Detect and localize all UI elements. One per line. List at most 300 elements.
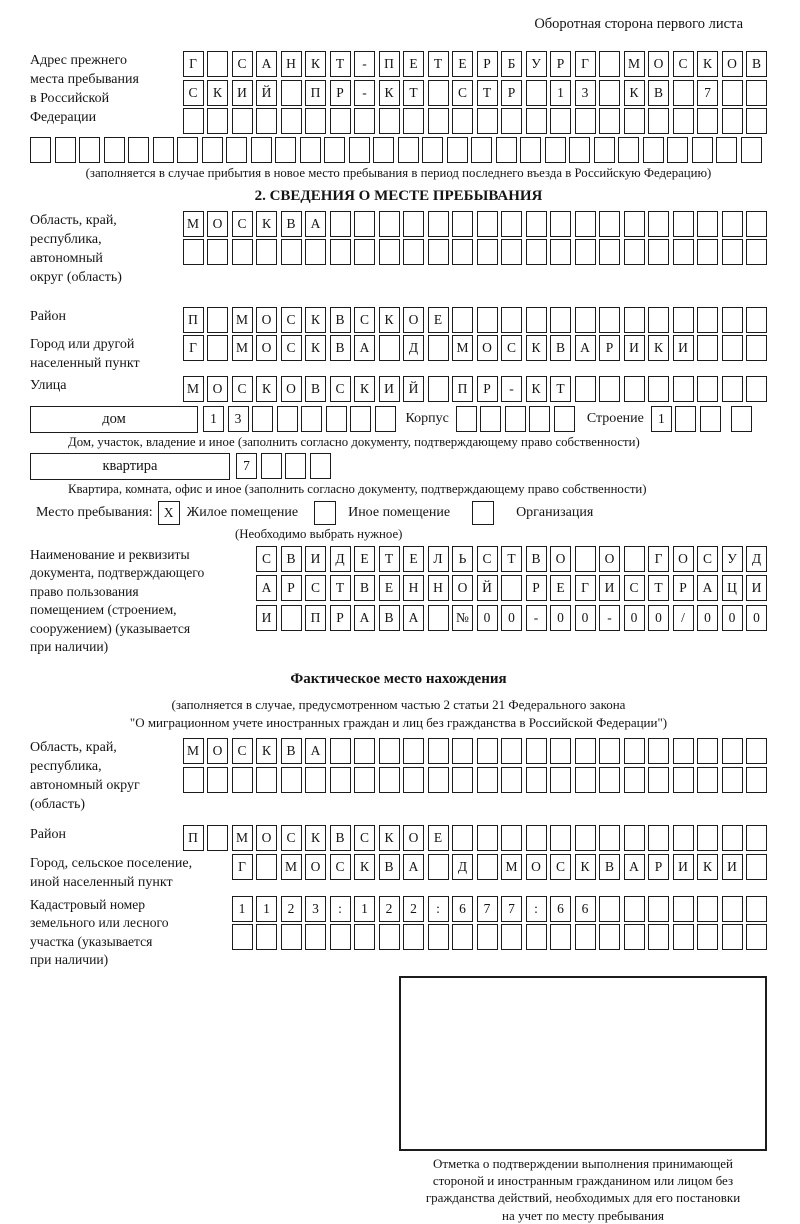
char-box[interactable] — [575, 924, 596, 950]
char-box[interactable]: О — [256, 335, 277, 361]
char-box[interactable]: Г — [183, 51, 204, 77]
char-box[interactable] — [746, 80, 767, 106]
char-box[interactable] — [624, 239, 645, 265]
char-box[interactable] — [722, 307, 743, 333]
char-box[interactable]: С — [232, 376, 253, 402]
char-box[interactable]: : — [526, 896, 547, 922]
char-box[interactable] — [501, 211, 522, 237]
char-box[interactable] — [496, 137, 517, 163]
char-box[interactable]: 7 — [501, 896, 522, 922]
char-box[interactable] — [697, 924, 718, 950]
char-box[interactable]: А — [305, 211, 326, 237]
char-box[interactable] — [428, 80, 449, 106]
char-box[interactable]: 0 — [697, 605, 718, 631]
char-box[interactable]: И — [379, 376, 400, 402]
char-box[interactable] — [722, 80, 743, 106]
char-box[interactable] — [428, 376, 449, 402]
char-box[interactable]: У — [526, 51, 547, 77]
char-box[interactable]: П — [183, 307, 204, 333]
char-box[interactable] — [452, 825, 473, 851]
char-box[interactable] — [232, 767, 253, 793]
char-box[interactable] — [477, 767, 498, 793]
char-box[interactable]: В — [379, 605, 400, 631]
char-box[interactable] — [261, 453, 282, 479]
char-box[interactable]: Р — [477, 376, 498, 402]
char-box[interactable] — [746, 854, 767, 880]
char-box[interactable] — [447, 137, 468, 163]
char-box[interactable] — [403, 239, 424, 265]
char-box[interactable] — [569, 137, 590, 163]
char-box[interactable] — [575, 108, 596, 134]
char-box[interactable]: 0 — [648, 605, 669, 631]
char-box[interactable]: М — [452, 335, 473, 361]
char-box[interactable] — [648, 825, 669, 851]
char-box[interactable] — [599, 376, 620, 402]
char-box[interactable]: И — [256, 605, 277, 631]
char-box[interactable] — [648, 924, 669, 950]
char-box[interactable]: О — [207, 376, 228, 402]
char-box[interactable] — [375, 406, 396, 432]
char-box[interactable]: 1 — [256, 896, 277, 922]
char-box[interactable]: О — [648, 51, 669, 77]
char-box[interactable]: С — [256, 546, 277, 572]
char-box[interactable] — [550, 307, 571, 333]
char-box[interactable] — [428, 924, 449, 950]
char-box[interactable]: 1 — [550, 80, 571, 106]
char-box[interactable] — [501, 307, 522, 333]
char-box[interactable]: А — [403, 605, 424, 631]
char-box[interactable]: С — [232, 51, 253, 77]
char-box[interactable]: Т — [477, 80, 498, 106]
char-box[interactable]: М — [232, 825, 253, 851]
char-box[interactable] — [675, 406, 696, 432]
char-box[interactable] — [550, 738, 571, 764]
char-box[interactable]: А — [256, 575, 277, 601]
char-box[interactable] — [746, 896, 767, 922]
char-box[interactable] — [501, 239, 522, 265]
char-box[interactable] — [550, 211, 571, 237]
char-box[interactable]: В — [599, 854, 620, 880]
char-box[interactable]: Е — [379, 575, 400, 601]
char-box[interactable]: О — [722, 51, 743, 77]
char-box[interactable] — [697, 211, 718, 237]
char-box[interactable] — [599, 767, 620, 793]
char-box[interactable]: П — [183, 825, 204, 851]
char-box[interactable] — [452, 738, 473, 764]
char-box[interactable] — [697, 767, 718, 793]
char-box[interactable] — [428, 854, 449, 880]
char-box[interactable] — [667, 137, 688, 163]
char-box[interactable]: У — [722, 546, 743, 572]
char-box[interactable] — [379, 239, 400, 265]
char-box[interactable] — [477, 108, 498, 134]
char-box[interactable]: М — [183, 738, 204, 764]
char-box[interactable]: В — [746, 51, 767, 77]
char-box[interactable]: К — [624, 80, 645, 106]
char-box[interactable] — [722, 211, 743, 237]
char-box[interactable] — [501, 767, 522, 793]
char-box[interactable]: М — [232, 335, 253, 361]
char-box[interactable] — [281, 239, 302, 265]
char-box[interactable] — [643, 137, 664, 163]
char-box[interactable]: Р — [673, 575, 694, 601]
char-box[interactable]: П — [379, 51, 400, 77]
char-box[interactable]: А — [575, 335, 596, 361]
char-box[interactable] — [232, 108, 253, 134]
char-box[interactable] — [305, 108, 326, 134]
char-box[interactable]: М — [281, 854, 302, 880]
char-box[interactable] — [104, 137, 125, 163]
char-box[interactable] — [281, 924, 302, 950]
char-box[interactable] — [545, 137, 566, 163]
char-box[interactable]: О — [599, 546, 620, 572]
char-box[interactable]: С — [330, 854, 351, 880]
char-box[interactable] — [624, 108, 645, 134]
checkbox-residential[interactable]: X — [158, 501, 180, 525]
char-box[interactable]: Р — [281, 575, 302, 601]
char-box[interactable] — [428, 211, 449, 237]
char-box[interactable]: Е — [550, 575, 571, 601]
char-box[interactable] — [379, 211, 400, 237]
char-box[interactable] — [673, 825, 694, 851]
char-box[interactable] — [207, 825, 228, 851]
char-box[interactable]: 6 — [452, 896, 473, 922]
char-box[interactable]: А — [354, 335, 375, 361]
char-box[interactable]: К — [379, 80, 400, 106]
char-box[interactable] — [697, 738, 718, 764]
char-box[interactable] — [305, 239, 326, 265]
char-box[interactable]: О — [526, 854, 547, 880]
char-box[interactable] — [575, 211, 596, 237]
char-box[interactable] — [354, 108, 375, 134]
char-box[interactable]: Р — [599, 335, 620, 361]
char-box[interactable] — [452, 767, 473, 793]
char-box[interactable] — [746, 924, 767, 950]
char-box[interactable] — [207, 239, 228, 265]
char-box[interactable]: В — [330, 335, 351, 361]
char-box[interactable] — [697, 307, 718, 333]
char-box[interactable] — [480, 406, 501, 432]
char-box[interactable]: В — [526, 546, 547, 572]
char-box[interactable] — [716, 137, 737, 163]
char-box[interactable]: 3 — [228, 406, 249, 432]
char-box[interactable] — [177, 137, 198, 163]
char-box[interactable]: Н — [281, 51, 302, 77]
char-box[interactable] — [330, 738, 351, 764]
char-box[interactable] — [330, 211, 351, 237]
char-box[interactable] — [599, 825, 620, 851]
char-box[interactable] — [673, 738, 694, 764]
char-box[interactable]: О — [305, 854, 326, 880]
char-box[interactable] — [550, 239, 571, 265]
char-box[interactable]: О — [403, 307, 424, 333]
char-box[interactable] — [673, 767, 694, 793]
char-box[interactable] — [673, 924, 694, 950]
char-box[interactable] — [550, 924, 571, 950]
char-box[interactable] — [379, 738, 400, 764]
char-box[interactable] — [232, 239, 253, 265]
char-box[interactable] — [746, 767, 767, 793]
char-box[interactable]: С — [232, 738, 253, 764]
char-box[interactable] — [526, 239, 547, 265]
char-box[interactable] — [722, 924, 743, 950]
char-box[interactable] — [330, 108, 351, 134]
char-box[interactable] — [326, 406, 347, 432]
char-box[interactable] — [746, 307, 767, 333]
char-box[interactable]: Й — [477, 575, 498, 601]
char-box[interactable]: Т — [379, 546, 400, 572]
char-box[interactable]: К — [379, 825, 400, 851]
char-box[interactable] — [256, 239, 277, 265]
char-box[interactable] — [648, 239, 669, 265]
char-box[interactable]: В — [305, 376, 326, 402]
char-box[interactable] — [403, 767, 424, 793]
char-box[interactable]: : — [428, 896, 449, 922]
char-box[interactable]: 0 — [722, 605, 743, 631]
char-box[interactable] — [599, 211, 620, 237]
char-box[interactable]: С — [697, 546, 718, 572]
char-box[interactable] — [594, 137, 615, 163]
char-box[interactable] — [746, 211, 767, 237]
char-box[interactable]: Й — [403, 376, 424, 402]
char-box[interactable]: Т — [330, 51, 351, 77]
char-box[interactable]: 3 — [305, 896, 326, 922]
char-box[interactable] — [403, 211, 424, 237]
char-box[interactable] — [183, 767, 204, 793]
char-box[interactable] — [722, 239, 743, 265]
char-box[interactable] — [722, 108, 743, 134]
char-box[interactable]: О — [673, 546, 694, 572]
char-box[interactable] — [526, 307, 547, 333]
char-box[interactable] — [624, 738, 645, 764]
char-box[interactable] — [648, 767, 669, 793]
char-box[interactable] — [349, 137, 370, 163]
char-box[interactable] — [281, 605, 302, 631]
char-box[interactable] — [477, 307, 498, 333]
char-box[interactable] — [428, 108, 449, 134]
char-box[interactable] — [648, 307, 669, 333]
char-box[interactable]: 6 — [575, 896, 596, 922]
char-box[interactable] — [207, 51, 228, 77]
char-box[interactable] — [403, 108, 424, 134]
char-box[interactable] — [350, 406, 371, 432]
char-box[interactable] — [452, 239, 473, 265]
char-box[interactable]: А — [256, 51, 277, 77]
char-box[interactable] — [575, 767, 596, 793]
char-box[interactable] — [207, 307, 228, 333]
char-box[interactable] — [403, 924, 424, 950]
char-box[interactable] — [722, 825, 743, 851]
char-box[interactable]: О — [256, 825, 277, 851]
char-box[interactable]: О — [256, 307, 277, 333]
char-box[interactable] — [477, 239, 498, 265]
char-box[interactable]: С — [501, 335, 522, 361]
char-box[interactable] — [746, 108, 767, 134]
char-box[interactable] — [354, 239, 375, 265]
char-box[interactable] — [477, 825, 498, 851]
char-box[interactable]: Р — [526, 575, 547, 601]
char-box[interactable] — [624, 546, 645, 572]
char-box[interactable]: Н — [428, 575, 449, 601]
char-box[interactable] — [477, 738, 498, 764]
char-box[interactable] — [305, 924, 326, 950]
char-box[interactable]: Р — [501, 80, 522, 106]
char-box[interactable] — [599, 80, 620, 106]
char-box[interactable] — [301, 406, 322, 432]
char-box[interactable] — [477, 854, 498, 880]
char-box[interactable] — [700, 406, 721, 432]
char-box[interactable]: К — [354, 376, 375, 402]
char-box[interactable] — [673, 896, 694, 922]
char-box[interactable] — [452, 108, 473, 134]
char-box[interactable] — [624, 211, 645, 237]
char-box[interactable] — [477, 924, 498, 950]
char-box[interactable]: Е — [403, 51, 424, 77]
char-box[interactable] — [256, 854, 277, 880]
char-box[interactable] — [648, 376, 669, 402]
char-box[interactable]: 6 — [550, 896, 571, 922]
char-box[interactable] — [251, 137, 272, 163]
char-box[interactable]: А — [305, 738, 326, 764]
char-box[interactable] — [330, 239, 351, 265]
char-box[interactable]: С — [281, 825, 302, 851]
char-box[interactable] — [501, 825, 522, 851]
char-box[interactable]: Д — [403, 335, 424, 361]
char-box[interactable] — [55, 137, 76, 163]
char-box[interactable] — [673, 211, 694, 237]
char-box[interactable] — [722, 767, 743, 793]
char-box[interactable] — [452, 307, 473, 333]
char-box[interactable]: В — [648, 80, 669, 106]
char-box[interactable]: Т — [648, 575, 669, 601]
char-box[interactable] — [550, 825, 571, 851]
char-box[interactable] — [471, 137, 492, 163]
char-box[interactable]: С — [183, 80, 204, 106]
char-box[interactable]: - — [599, 605, 620, 631]
char-box[interactable]: В — [550, 335, 571, 361]
char-box[interactable]: Р — [330, 605, 351, 631]
char-box[interactable] — [379, 924, 400, 950]
checkbox-other-premises[interactable] — [314, 501, 336, 525]
char-box[interactable] — [128, 137, 149, 163]
char-box[interactable] — [550, 767, 571, 793]
char-box[interactable] — [722, 335, 743, 361]
char-box[interactable] — [354, 924, 375, 950]
char-box[interactable] — [648, 211, 669, 237]
char-box[interactable] — [281, 767, 302, 793]
char-box[interactable] — [300, 137, 321, 163]
char-box[interactable] — [722, 896, 743, 922]
char-box[interactable]: К — [648, 335, 669, 361]
char-box[interactable]: С — [281, 307, 302, 333]
char-box[interactable] — [697, 896, 718, 922]
char-box[interactable]: 7 — [697, 80, 718, 106]
char-box[interactable] — [746, 239, 767, 265]
char-box[interactable] — [722, 738, 743, 764]
char-box[interactable]: К — [697, 51, 718, 77]
char-box[interactable] — [624, 825, 645, 851]
char-box[interactable]: Т — [428, 51, 449, 77]
char-box[interactable]: Д — [330, 546, 351, 572]
char-box[interactable] — [599, 51, 620, 77]
char-box[interactable] — [428, 335, 449, 361]
char-box[interactable] — [741, 137, 762, 163]
char-box[interactable] — [599, 738, 620, 764]
char-box[interactable] — [79, 137, 100, 163]
char-box[interactable]: В — [379, 854, 400, 880]
char-box[interactable] — [624, 767, 645, 793]
char-box[interactable]: А — [697, 575, 718, 601]
char-box[interactable] — [232, 924, 253, 950]
char-box[interactable]: О — [452, 575, 473, 601]
char-box[interactable]: 3 — [575, 80, 596, 106]
char-box[interactable] — [599, 307, 620, 333]
char-box[interactable]: Р — [550, 51, 571, 77]
char-box[interactable]: Е — [428, 825, 449, 851]
checkbox-organization[interactable] — [472, 501, 494, 525]
char-box[interactable] — [526, 738, 547, 764]
char-box[interactable] — [697, 376, 718, 402]
char-box[interactable]: И — [599, 575, 620, 601]
char-box[interactable]: В — [330, 825, 351, 851]
char-box[interactable] — [379, 335, 400, 361]
char-box[interactable] — [477, 211, 498, 237]
char-box[interactable]: Г — [575, 575, 596, 601]
char-box[interactable]: С — [232, 211, 253, 237]
char-box[interactable] — [207, 767, 228, 793]
char-box[interactable] — [575, 239, 596, 265]
char-box[interactable]: С — [354, 307, 375, 333]
char-box[interactable] — [226, 137, 247, 163]
char-box[interactable] — [252, 406, 273, 432]
char-box[interactable] — [398, 137, 419, 163]
char-box[interactable]: О — [477, 335, 498, 361]
char-box[interactable]: Е — [428, 307, 449, 333]
char-box[interactable]: К — [526, 335, 547, 361]
char-box[interactable] — [575, 307, 596, 333]
char-box[interactable]: И — [746, 575, 767, 601]
char-box[interactable] — [520, 137, 541, 163]
char-box[interactable]: В — [281, 546, 302, 572]
char-box[interactable] — [529, 406, 550, 432]
char-box[interactable]: Е — [452, 51, 473, 77]
char-box[interactable]: К — [354, 854, 375, 880]
char-box[interactable] — [692, 137, 713, 163]
char-box[interactable] — [624, 896, 645, 922]
char-box[interactable]: С — [305, 575, 326, 601]
char-box[interactable]: № — [452, 605, 473, 631]
char-box[interactable]: 1 — [651, 406, 672, 432]
char-box[interactable] — [697, 335, 718, 361]
char-box[interactable] — [673, 376, 694, 402]
char-box[interactable] — [379, 108, 400, 134]
char-box[interactable] — [731, 406, 752, 432]
char-box[interactable]: Р — [648, 854, 669, 880]
char-box[interactable]: 0 — [550, 605, 571, 631]
char-box[interactable]: С — [330, 376, 351, 402]
char-box[interactable]: Б — [501, 51, 522, 77]
char-box[interactable]: : — [330, 896, 351, 922]
char-box[interactable]: 0 — [477, 605, 498, 631]
char-box[interactable] — [354, 738, 375, 764]
char-box[interactable] — [281, 80, 302, 106]
char-box[interactable]: В — [354, 575, 375, 601]
char-box[interactable]: М — [501, 854, 522, 880]
char-box[interactable] — [526, 211, 547, 237]
char-box[interactable] — [599, 239, 620, 265]
char-box[interactable] — [30, 137, 51, 163]
char-box[interactable] — [624, 307, 645, 333]
